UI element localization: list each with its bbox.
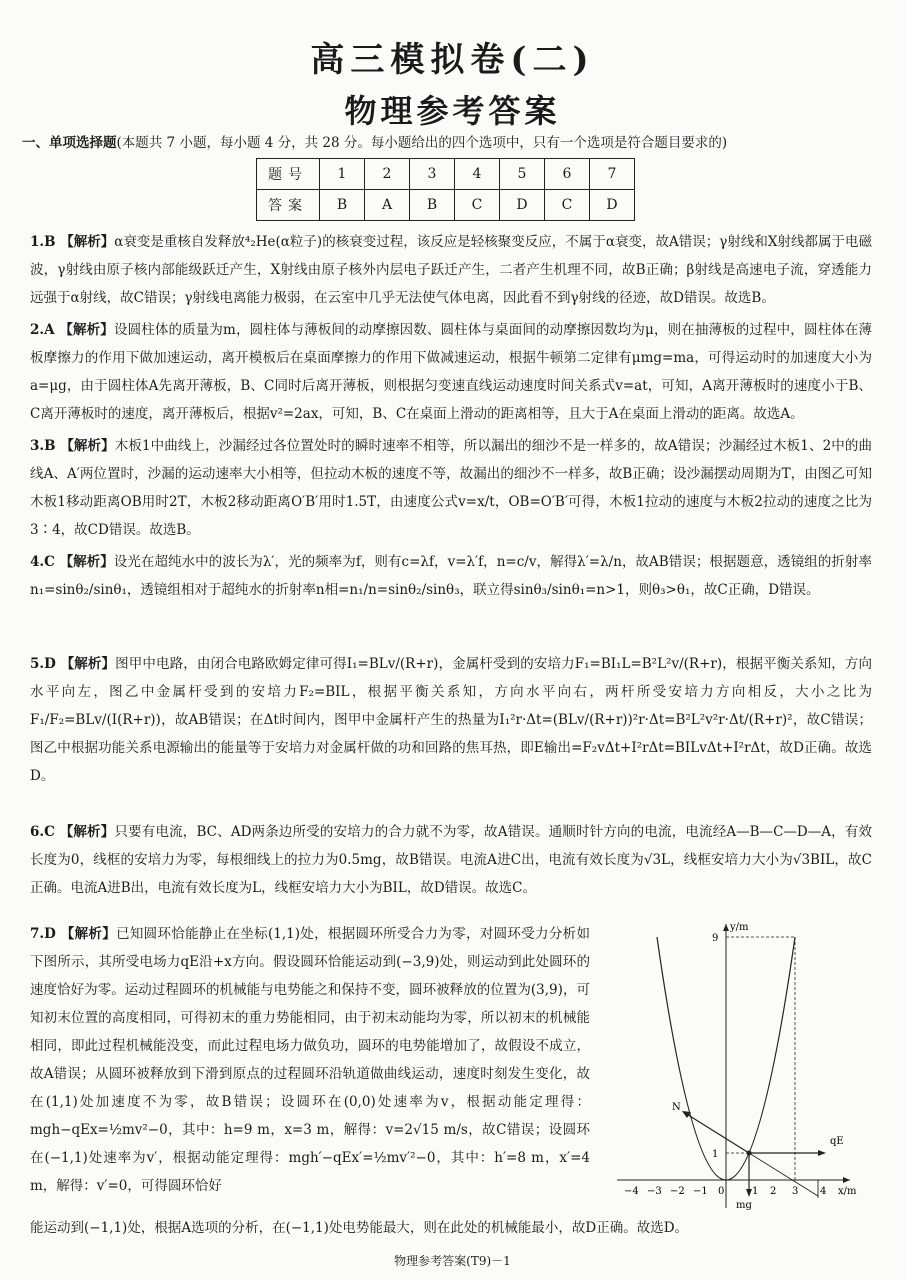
y-tick-1: 1 [712, 1149, 719, 1160]
solution-q1 [30, 228, 872, 312]
table-cell: 2 [365, 159, 410, 190]
label-qE: qE [830, 1136, 844, 1147]
x-axis-label: x/m [838, 1186, 857, 1197]
solution-q4 [30, 548, 872, 604]
x-tick: 0 [718, 1186, 725, 1197]
page-footer: 物理参考答案(T9)－1 [394, 1254, 511, 1268]
solution-q7-tail: 能运动到(−1,1)处，根据A选项的分析，在(−1,1)处电势能最大，则在此处的机械能最小，故D正确。故选D。 [30, 1220, 689, 1236]
table-row [257, 159, 635, 190]
x-tick: −1 [693, 1186, 708, 1197]
solution-q5 [30, 650, 872, 790]
question-text: 只要有电流，BC、AD两条边所受的安培力的合力就不为零，故A错误。通顺时针方向的电流，电流经A—B—C—D—A，有效长度为0，线框的安培力为零，每根细线上的拉力为0.5mg，故B错误。电流A进C出，电流有效长度为√3L，线框安培力大小为√3BIL，故C正确。电流A进B出，电流有效长度为L，线框安培力大小为BIL，故D错误。故选C。 [30, 824, 872, 896]
y-axis-arrow [723, 924, 729, 931]
table-cell: B [410, 190, 455, 221]
table-cell: A [365, 190, 410, 221]
table-cell: 5 [500, 159, 545, 190]
solution-q7 [30, 920, 590, 1200]
x-tick: 2 [770, 1186, 777, 1197]
table-cell: 7 [590, 159, 635, 190]
question-text: 木板1中曲线上，沙漏经过各位置处时的瞬时速率不相等，所以漏出的细沙不是一样多的，故A错误；沙漏经过木板1、2中的曲线A、A′两位置时，沙漏的运动速率大小相等，但拉动木板的速度不等，故漏出的细沙不一样多，故B正确；设沙漏摆动周期为T，由图乙可知木板1移动距离OB用时2T，木板2移动距离O′B′用时1.5T，由速度公式v=x/t，OB=O′B′可得，木板1拉动的速度与木板2拉动的速度之比为3∶4，故CD错误。故选B。 [30, 438, 872, 538]
question-tag: 7.D 【解析】 [30, 926, 117, 942]
table-cell: 4 [455, 159, 500, 190]
table-cell: 3 [410, 159, 455, 190]
table-cell: D [500, 190, 545, 221]
force-qE-arrow [818, 1150, 826, 1156]
table-cell: C [545, 190, 590, 221]
question-text: 设光在超纯水中的波长为λ′，光的频率为f，则有c=λf，v=λ′f，n=c/v，解得λ′=λ/n，故AB错误；根据题意，透镜组的折射率n₁=sinθ₂/sinθ₁，透镜组相对于超纯水的折射率n相=n₁/n=sinθ₂/sinθ₃，联立得sinθ₃/sinθ₁=n>1，则θ₃>θ₁，故C正确，D错误。 [30, 554, 872, 598]
label-N: N [672, 1102, 681, 1113]
question-text: 已知圆环恰能静止在坐标(1,1)处，根据圆环所受合力为零，对圆环受力分析如下图所示，其所受电场力qE沿+x方向。假设圆环恰能运动到(−3,9)处，则运动到此处圆环的速度恰好为零。运动过程圆环的机械能与电势能之和保持不变，圆环被释放的位置为(3,9)，可知初末位置的高度相同，可得初末的重力势能相同，由于初末动能均为零，所以初末的机械能相同，即此过程机械能没变，而此过程电场力做负功，圆环的电势能增加了，故假设不成立，故A错误；从圆环被释放到下滑到原点的过程圆环沿轨道做曲线运动，速度时刻发生变化，故在(1,1)处加速度不为零，故B错误；设圆环在(0,0)处速率为v，根据动能定理得：mgh−qEx=½mv²−0，其中：h=9 m，x=3 m，解得：v=2√15 m/s，故C错误；设圆环在(−1,1)处速率为v′，根据动能定理得：mgh′−qEx′=½mv′²−0，其中：h′=8 m，x′=4 m，解得：v′=0，可得圆环恰好 [30, 926, 590, 1194]
question-tag: 4.C 【解析】 [30, 554, 114, 570]
label-mg: mg [736, 1200, 752, 1211]
x-axis-arrow [843, 1177, 850, 1183]
question-tag: 6.C 【解析】 [30, 824, 115, 840]
table-cell: D [590, 190, 635, 221]
force-N-vector [685, 1113, 749, 1153]
ring-point [747, 1151, 752, 1156]
section-label: 一、单项选择题 [22, 135, 117, 151]
table-row [257, 190, 635, 221]
section-heading [22, 132, 892, 154]
x-tick: −2 [670, 1186, 685, 1197]
question-tag: 5.D 【解析】 [30, 656, 116, 672]
row-label-answer: 答案 [257, 190, 320, 221]
question-tag: 2.A 【解析】 [30, 322, 114, 338]
question-tag: 3.B 【解析】 [30, 438, 115, 454]
question-text: 图甲中电路，由闭合电路欧姆定律可得I₁=BLv/(R+r)，金属杆受到的安培力F₁=BI₁L=B²L²v/(R+r)，根据平衡关系知，方向水平向左，图乙中金属杆受到的安培力F₂=BIL，根据平衡关系知，方向水平向右，两杆所受安培力方向相反，大小之比为F₁/F₂=BLv/(I(R+r))，故AB错误；在Δt时间内，图甲中金属杆产生的热量为I₁²r·Δt=(BLv/(R+r))²r·Δt=B²L²v²r·Δt/(R+r)²，故C错误；图乙中根据功能关系电源输出的能量等于安培力对金属杆做的功和回路的焦耳热，即E输出=F₂vΔt+I²rΔt=BILvΔt+I²rΔt，故D正确。故选D。 [30, 656, 872, 784]
row-label-number: 题号 [257, 159, 320, 190]
section-desc: (本题共 7 小题，每小题 4 分，共 28 分。每小题给出的四个选项中，只有一个选项是符合题目要求的) [116, 135, 728, 151]
y-axis-label: y/m [730, 922, 749, 933]
question-text: α衰变是重核自发释放⁴₂He(α粒子)的核衰变过程，该反应是轻核聚变反应，不属于α衰变，故A错误；γ射线和X射线都属于电磁波，γ射线由原子核内部能级跃迁产生，X射线由原子核外内层电子跃迁产生，二者产生机理不同，故B正确；β射线是高速电子流，穿透能力远强于α射线，故C错误；γ射线电离能力极弱，在云室中几乎无法使气体电离，因此看不到γ射线的径迹，故D错误。故选B。 [30, 234, 872, 306]
parabola-force-diagram [612, 918, 857, 1218]
question-text: 设圆柱体的质量为m，圆柱体与薄板间的动摩擦因数、圆柱体与桌面间的动摩擦因数均为μ，则在抽薄板的过程中，圆柱体在薄板摩擦力的作用下做加速运动，离开模板后在桌面摩擦力的作用下做减速运动，根据牛顿第二定律有μmg=ma，可得运动时的加速度大小为a=μg，由于圆柱体A先离开薄板，B、C同时后离开薄板，则根据匀变速直线运动速度时间关系式v=at，可知，A离开薄板时的速度小于B、C离开薄板时的速度，离开薄板后，根据v²=2ax，可知，B、C在桌面上滑动的距离相等，且大于A在桌面上滑动的距离。故选A。 [30, 322, 872, 422]
page-title: 高三模拟卷(二) [310, 40, 595, 80]
page-subtitle: 物理参考答案 [344, 92, 561, 130]
tangent-line [749, 1153, 818, 1196]
x-tick: 1 [752, 1186, 759, 1197]
x-tick: −3 [647, 1186, 662, 1197]
solution-q6 [30, 818, 872, 902]
question-tag: 1.B 【解析】 [30, 234, 115, 250]
y-tick-9: 9 [712, 933, 719, 944]
x-tick: 4 [820, 1186, 827, 1197]
solution-q2 [30, 316, 872, 428]
x-tick: −4 [624, 1186, 639, 1197]
table-cell: C [455, 190, 500, 221]
table-cell: 1 [320, 159, 365, 190]
x-tick: 3 [792, 1186, 799, 1197]
table-cell: 6 [545, 159, 590, 190]
solution-q3 [30, 432, 872, 544]
table-cell: B [320, 190, 365, 221]
answer-table [256, 158, 635, 221]
